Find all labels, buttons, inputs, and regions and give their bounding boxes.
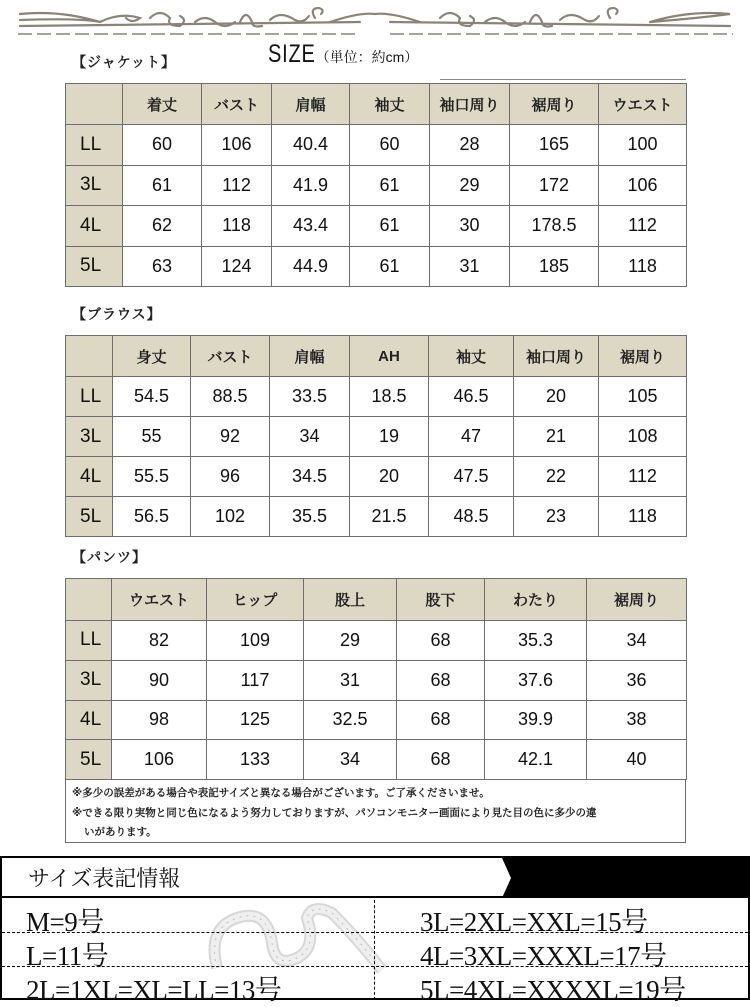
jacket-size-table (65, 83, 687, 287)
page-title (268, 40, 418, 69)
cell: 88.5 (191, 377, 270, 417)
cell: 36 (587, 660, 687, 700)
table-row (66, 740, 687, 780)
cell: 23 (514, 497, 599, 537)
size-label: LL (66, 621, 112, 661)
cell: 100 (599, 125, 687, 166)
cell: 61 (350, 165, 430, 206)
header-cell (66, 336, 113, 377)
size-label: LL (66, 377, 113, 417)
cell: 125 (207, 700, 304, 740)
cell: 102 (191, 497, 270, 537)
table-row (66, 457, 687, 497)
cell: 62 (123, 206, 202, 247)
size-label: 5L (66, 740, 112, 780)
cell: 48.5 (429, 497, 514, 537)
header-cell: 裾周り (587, 579, 687, 621)
table-row (66, 700, 687, 740)
cell: 92 (191, 417, 270, 457)
cell: 185 (510, 246, 599, 287)
table-row (66, 377, 687, 417)
size-info-title: サイズ表記情報 (28, 867, 181, 892)
cell: 55 (113, 417, 191, 457)
cell: 82 (112, 621, 207, 661)
cell: 35.3 (485, 621, 587, 661)
cell: 98 (112, 700, 207, 740)
cell: 34.5 (270, 457, 350, 497)
cell: 117 (207, 660, 304, 700)
cell: 172 (510, 165, 599, 206)
cell: 55.5 (113, 457, 191, 497)
cell: 118 (599, 246, 687, 287)
cell: 40 (587, 740, 687, 780)
cell: 61 (350, 246, 430, 287)
header-cell: 裾周り (510, 84, 599, 125)
size-info-header (2, 858, 748, 898)
header-cell (66, 579, 112, 621)
header-cell: 股上 (304, 579, 397, 621)
blouse-size-table (65, 335, 687, 537)
title-rule (440, 79, 686, 80)
cell: 31 (430, 246, 510, 287)
table-row (66, 165, 687, 206)
note-line: ※多少の誤差がある場合や表記サイズと異なる場合がございます。ご了承くださいませ。 (72, 787, 490, 799)
header-cell: ウエスト (112, 579, 207, 621)
unit-label: （単位：約cm） (315, 49, 419, 65)
size-label: 3L (66, 165, 123, 206)
table-row (66, 417, 687, 457)
cell: 34 (587, 621, 687, 661)
header-cell: 袖丈 (429, 336, 514, 377)
size-label: 4L (66, 700, 112, 740)
cell: 60 (123, 125, 202, 166)
header-cell: ウエスト (599, 84, 687, 125)
header-cell: ヒップ (207, 579, 304, 621)
size-equivalence: 2L=1XL=XL=LL=13号 (26, 975, 282, 1005)
cell: 42.1 (485, 740, 587, 780)
notes-box (65, 780, 686, 843)
cell: 38 (587, 700, 687, 740)
header-cell: 肩幅 (272, 84, 350, 125)
cell: 106 (112, 740, 207, 780)
cell: 68 (397, 660, 485, 700)
cell: 90 (112, 660, 207, 700)
header-cell: 袖口周り (514, 336, 599, 377)
header-cell: バスト (191, 336, 270, 377)
pants-section-label: 【パンツ】 (72, 550, 147, 566)
cell: 63 (123, 246, 202, 287)
header-cell: わたり (485, 579, 587, 621)
note-line: ※できる限り実物と同じ色になるよう努力しておりますが、パソコンモニター画面により見た目の色に多少の違 (72, 807, 597, 819)
cell: 32.5 (304, 700, 397, 740)
cell: 28 (430, 125, 510, 166)
cell: 34 (270, 417, 350, 457)
pants-size-table (65, 578, 687, 780)
cell: 61 (350, 206, 430, 247)
cell: 31 (304, 660, 397, 700)
cell: 44.9 (272, 246, 350, 287)
cell: 165 (510, 125, 599, 166)
size-info-panel (0, 856, 750, 1005)
cell: 21 (514, 417, 599, 457)
cell: 118 (202, 206, 272, 247)
header-black-band (502, 858, 748, 898)
header-cell: 裾周り (599, 336, 687, 377)
size-label: 3L (66, 417, 113, 457)
cell: 96 (191, 457, 270, 497)
header-cell (66, 84, 123, 125)
header-cell: バスト (202, 84, 272, 125)
cell: 37.6 (485, 660, 587, 700)
size-title: SIZE (268, 40, 316, 68)
size-equivalence: M=9号 (26, 907, 104, 937)
cell: 105 (599, 377, 687, 417)
cell: 124 (202, 246, 272, 287)
size-equivalence: 3L=2XL=XXL=15号 (420, 907, 648, 937)
blouse-section-label: 【ブラウス】 (72, 307, 162, 323)
cell: 43.4 (272, 206, 350, 247)
note-line: いがあります。 (84, 826, 157, 838)
cell: 35.5 (270, 497, 350, 537)
size-label: 4L (66, 206, 123, 247)
cell: 61 (123, 165, 202, 206)
cell: 39.9 (485, 700, 587, 740)
header-cell: 袖丈 (350, 84, 430, 125)
cell: 47.5 (429, 457, 514, 497)
table-row (66, 125, 687, 166)
cell: 112 (599, 206, 687, 247)
cell: 68 (397, 740, 485, 780)
cell: 40.4 (272, 125, 350, 166)
cell: 112 (202, 165, 272, 206)
table-row (66, 246, 687, 287)
cell: 29 (430, 165, 510, 206)
header-cell: 股下 (397, 579, 485, 621)
column-divider (374, 900, 375, 1000)
cell: 54.5 (113, 377, 191, 417)
cell: 112 (599, 457, 687, 497)
cell: 18.5 (350, 377, 429, 417)
table-header-row (66, 336, 687, 377)
cell: 22 (514, 457, 599, 497)
table-header-row (66, 579, 687, 621)
cell: 109 (207, 621, 304, 661)
size-label: 5L (66, 246, 123, 287)
cell: 20 (350, 457, 429, 497)
header-cell: 袖口周り (430, 84, 510, 125)
cell: 41.9 (272, 165, 350, 206)
header-cell: 肩幅 (270, 336, 350, 377)
cell: 106 (599, 165, 687, 206)
size-label: 5L (66, 497, 113, 537)
jacket-section-label: 【ジャケット】 (72, 55, 177, 71)
size-equivalence: 5L=4XL=XXXXL=19号 (420, 975, 686, 1005)
cell: 60 (350, 125, 430, 166)
cell: 178.5 (510, 206, 599, 247)
cell: 106 (202, 125, 272, 166)
cell: 47 (429, 417, 514, 457)
table-row (66, 660, 687, 700)
header-cell: 着丈 (123, 84, 202, 125)
size-label: 4L (66, 457, 113, 497)
cell: 33.5 (270, 377, 350, 417)
cell: 21.5 (350, 497, 429, 537)
cell: 29 (304, 621, 397, 661)
cell: 68 (397, 621, 485, 661)
cell: 56.5 (113, 497, 191, 537)
cell: 20 (514, 377, 599, 417)
table-row (66, 497, 687, 537)
size-label: LL (66, 125, 123, 166)
table-row (66, 621, 687, 661)
header-cell: AH (350, 336, 429, 377)
table-row (66, 206, 687, 247)
size-label: 3L (66, 660, 112, 700)
size-equivalence: L=11号 (26, 941, 109, 971)
cell: 19 (350, 417, 429, 457)
cell: 34 (304, 740, 397, 780)
cell: 118 (599, 497, 687, 537)
size-equivalence: 4L=3XL=XXXL=17号 (420, 941, 667, 971)
decorative-ornament-border (0, 0, 750, 42)
table-header-row (66, 84, 687, 125)
cell: 68 (397, 700, 485, 740)
cell: 30 (430, 206, 510, 247)
cell: 46.5 (429, 377, 514, 417)
header-cell: 身丈 (113, 336, 191, 377)
cell: 133 (207, 740, 304, 780)
cell: 108 (599, 417, 687, 457)
